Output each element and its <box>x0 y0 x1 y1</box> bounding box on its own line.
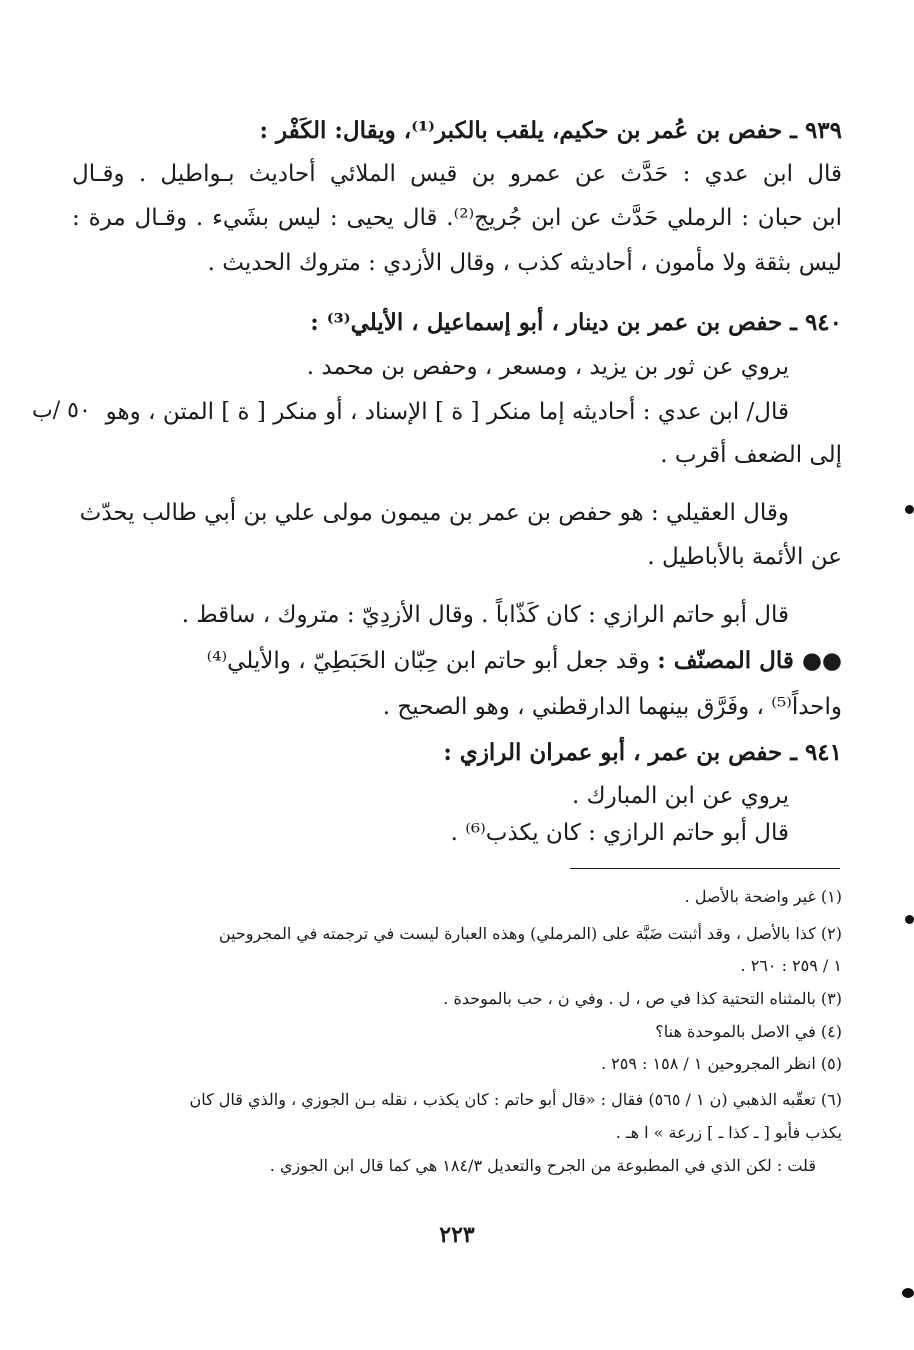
entry-939-heading: ٩٣٩ ـ حفص بن عُمر بن حكيم، يلقب بالكبر⁽¹⁾، ويقال: الكَفْر : <box>259 117 842 144</box>
entry-941-heading: ٩٤١ ـ حفص بن عمر ، أبو عمران الرازي : <box>443 739 842 766</box>
footnote-5: (٥) انظر المجروحين ١ / ١٥٨ : ٢٥٩ . <box>601 1054 842 1073</box>
page-number: ٢٢٣ <box>439 1222 475 1248</box>
entry-940-line-6: قال أبو حاتم الرازي : كان كَذّاباً . وقال الأزدِيّ : متروك ، ساقط . <box>181 602 789 628</box>
margin-folio-note: ٥٠ /ب <box>32 398 91 423</box>
footnote-6-line-1: (٦) تعقّبه الذهبي (ن ١ / ٥٦٥) فقال : «قال أبو حاتم : كان يكذب ، نقله بـن الجوزي ، والذي قال كان <box>189 1090 842 1109</box>
author-comment-line-2: واحداً⁽⁵⁾ ، وفَرَّق بينهما الدارقطني ، وهو الصحيح . <box>382 694 842 720</box>
entry-940-line-4: وقال العقيلي : هو حفص بن عمر بن ميمون مولى علي بن أبي طالب يحدّث <box>79 500 789 526</box>
scan-mark <box>902 1288 914 1298</box>
footnote-3: (٣) بالمثناه التحتية كذا في ص ، ل . وفي ن ، حب بالموحدة . <box>443 989 842 1008</box>
footnote-6-line-2: يكذب فأبو [ ـ كذا ـ ] زرعة » ا هـ . <box>615 1123 842 1142</box>
entry-939-line-1: قال ابن عدي : حَدَّث عن عمرو بن قيس الملائي أحاديث بـواطيل . وقـال <box>72 161 842 187</box>
entry-940-line-1: يروي عن ثور بن يزيد ، ومسعر ، وحفص بن محمد . <box>306 354 789 380</box>
footnote-6-line-3: قلت : لكن الذي في المطبوعة من الجرح والتعديل ١٨٤/٣ هي كما قال ابن الجوزي . <box>269 1156 816 1175</box>
entry-939-line-3: ليس بثقة ولا مأمون ، أحاديثه كذب ، وقال الأزدي : متروك الحديث . <box>207 250 842 276</box>
author-comment-line-1 <box>207 646 842 676</box>
author-comment-label: ●● قال المصنّف : <box>657 647 842 674</box>
entry-940-line-2: قال/ ابن عدي : أحاديثه إما منكر [ ة ] الإسناد ، أو منكر [ ة ] المتن ، وهو <box>105 399 789 425</box>
footnote-4: (٤) في الاصل بالموحدة هنا؟ <box>655 1022 842 1041</box>
entry-941-line-2: قال أبو حاتم الرازي : كان يكذب⁽⁶⁾ . <box>450 820 789 846</box>
scan-mark <box>905 505 914 514</box>
footnote-2-line-1: (٢) كذا بالأصل ، وقد أثبتت ضَبَّة على (المرملي) وهذه العبارة ليست في ترجمته في المجروحين <box>218 924 842 943</box>
author-comment-text: وقد جعل أبو حاتم ابن حِبّان الحَبَطِيّ ، والأيلي⁽⁴⁾ <box>206 648 658 674</box>
footnote-2-line-2: ١ / ٢٥٩ : ٢٦٠ . <box>740 956 842 975</box>
entry-941-line-1: يروي عن ابن المبارك . <box>572 783 789 809</box>
footnote-1: (١) غير واضحة بالأصل . <box>684 887 842 906</box>
entry-939-line-2: ابن حبان : الرملي حَدَّث عن ابن جُريج⁽²⁾. قال يحيى : ليس بشَيء . وقـال مرة : <box>72 205 843 231</box>
entry-940-line-5: عن الأئمة بالأباطيل . <box>647 544 842 570</box>
entry-940-heading: ٩٤٠ ـ حفص بن عمر بن دينار ، أبو إسماعيل ، الأيلي⁽³⁾ : <box>310 309 842 336</box>
footnote-divider <box>570 868 840 869</box>
scan-mark <box>905 915 914 924</box>
entry-940-line-3: إلى الضعف أقرب . <box>660 442 842 468</box>
